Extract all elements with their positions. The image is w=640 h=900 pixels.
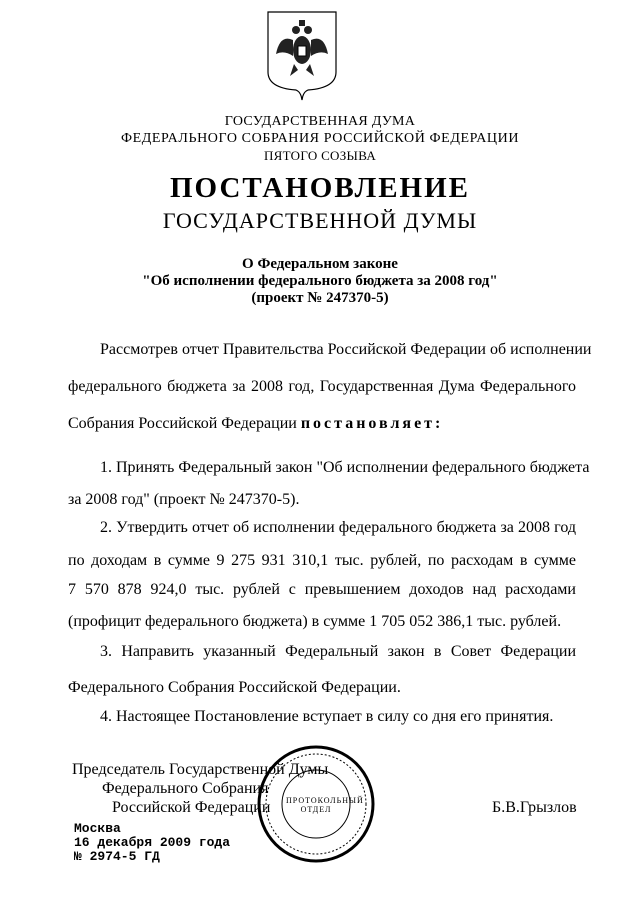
place: Москва <box>74 821 121 836</box>
decree-word: постановляет: <box>300 415 444 432</box>
item-2-line: 2. Утвердить отчет об исполнении федерального бюджета за 2008 год <box>100 519 576 536</box>
signature-title-1: Председатель Государственной Думы <box>72 761 329 778</box>
item-1-line: за 2008 год" (проект № 247370-5). <box>68 491 300 508</box>
signature-title-3: Российской Федерации <box>112 799 271 816</box>
issuer-line-1: ГОСУДАРСТВЕННАЯ ДУМА <box>224 114 416 129</box>
preamble-line: Рассмотрев отчет Правительства Российской Федерации об исполнении <box>100 341 592 358</box>
document-title: ПОСТАНОВЛЕНИЕ <box>169 172 470 204</box>
issuer-line-2: ФЕДЕРАЛЬНОГО СОБРАНИЯ РОССИЙСКОЙ ФЕДЕРАЦИИ <box>120 131 520 146</box>
signature-title-2: Федерального Собрания <box>102 780 269 797</box>
stamp-text: ПРОТОКОЛЬНЫЙ ОТДЕЛ <box>286 796 364 814</box>
item-2-line: (профицит федерального бюджета) в сумме 1 705 052 386,1 тыс. рублей. <box>68 613 562 630</box>
issuer-line-3: ПЯТОГО СОЗЫВА <box>263 148 377 163</box>
signatory-name: Б.В.Грызлов <box>492 799 577 816</box>
subject-line-3: (проект № 247370-5) <box>251 290 389 306</box>
preamble-line <box>68 415 576 433</box>
item-3-line: 3. Направить указанный Федеральный закон в Совет Федерации <box>100 643 576 660</box>
official-stamp <box>256 744 376 864</box>
date: 16 декабря 2009 года <box>74 835 231 850</box>
coat-of-arms-emblem <box>266 10 340 102</box>
document-subtitle: ГОСУДАРСТВЕННОЙ ДУМЫ <box>162 208 478 233</box>
preamble-text: Собрания Российской Федерации <box>68 415 297 432</box>
item-4-line: 4. Настоящее Постановление вступает в силу со дня его принятия. <box>100 708 554 725</box>
subject-line-2: "Об исполнении федерального бюджета за 2008 год" <box>142 273 498 289</box>
preamble-line: федерального бюджета за 2008 год, Государственная Дума Федерального <box>68 378 576 395</box>
subject-line-1: О Федеральном законе <box>242 256 398 272</box>
item-2-line: по доходам в сумме 9 275 931 310,1 тыс. рублей, по расходам в сумме <box>68 552 576 569</box>
item-2-line: 7 570 878 924,0 тыс. рублей с превышением доходов над расходами <box>68 581 576 598</box>
item-1-line: 1. Принять Федеральный закон "Об исполнении федерального бюджета <box>100 459 590 476</box>
document-number: № 2974-5 ГД <box>74 849 160 864</box>
item-3-line: Федерального Собрания Российской Федерации. <box>68 679 401 696</box>
